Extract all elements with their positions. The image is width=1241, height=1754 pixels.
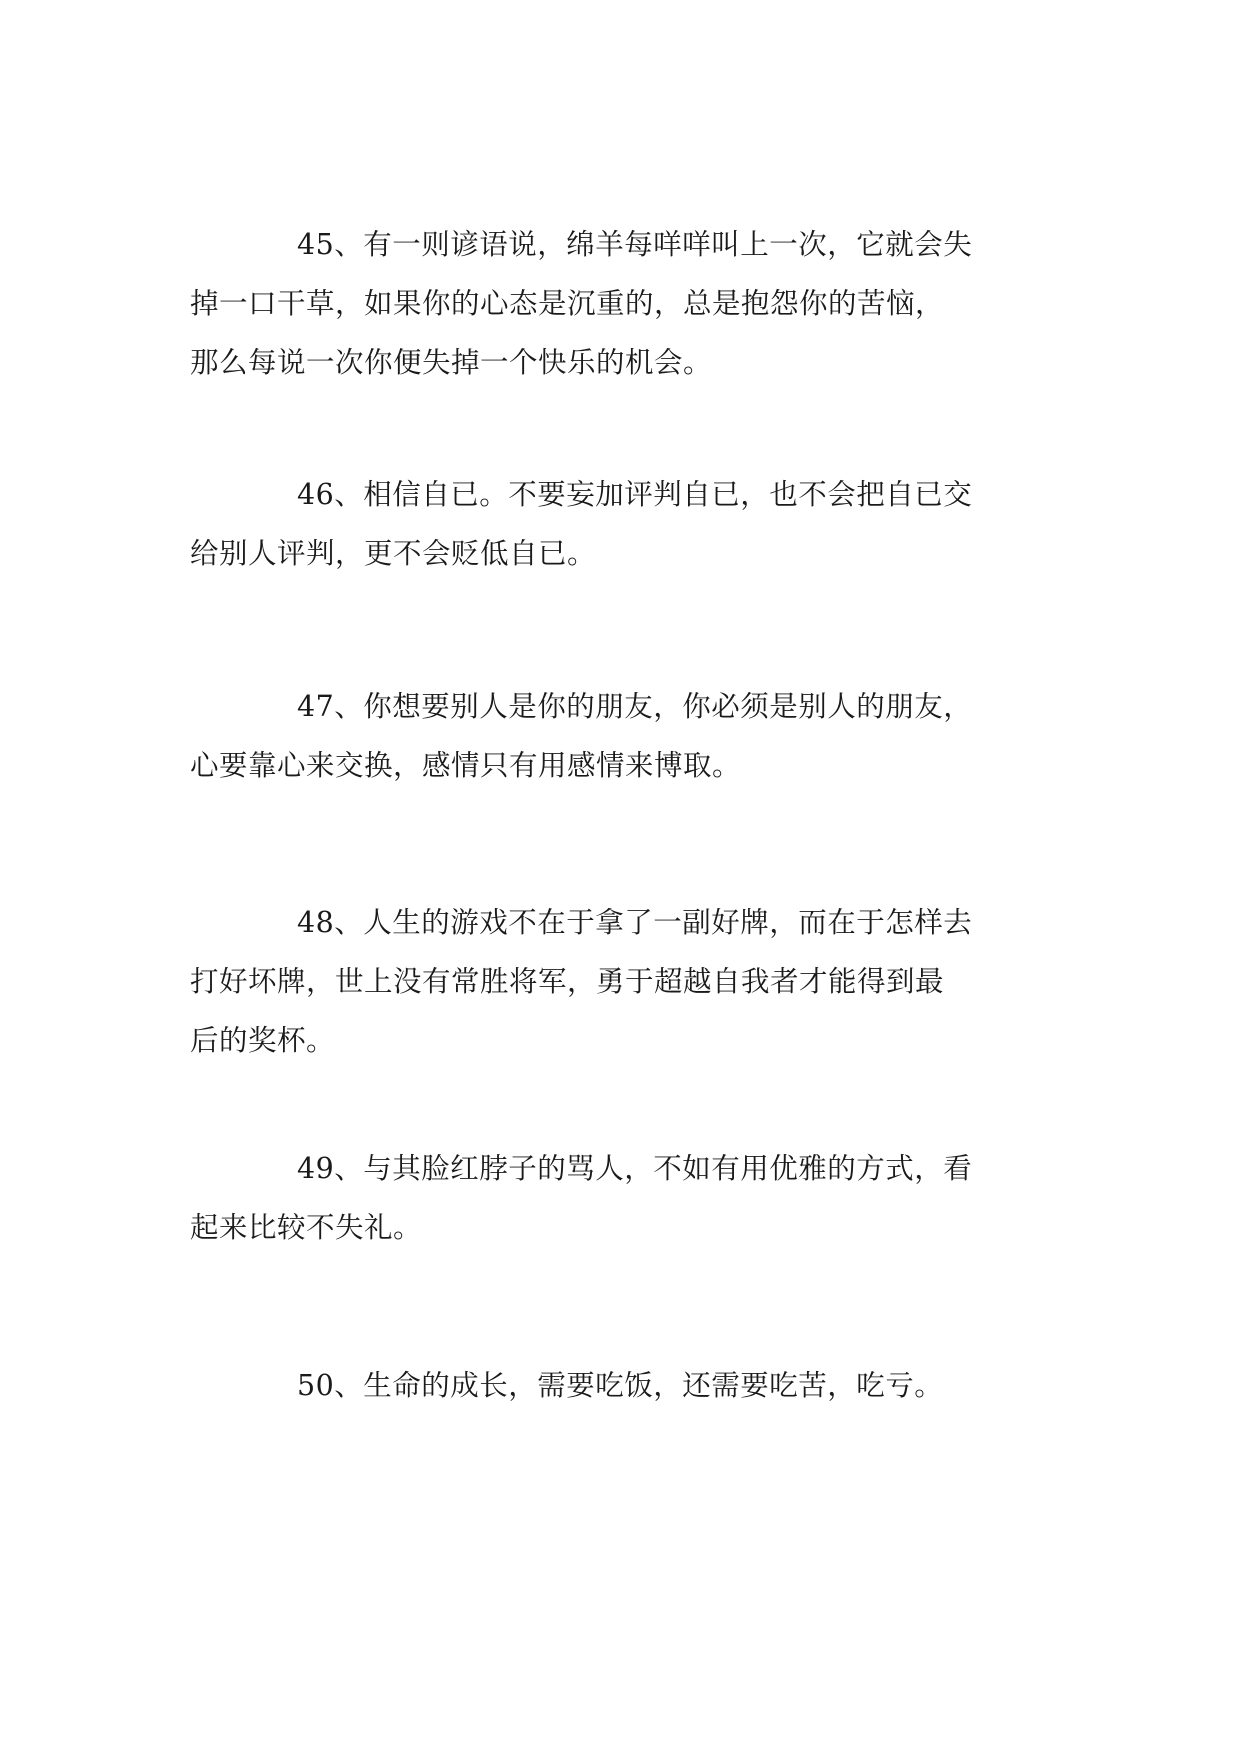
paragraph-line: 起来比较不失礼。	[190, 1211, 423, 1244]
paragraph-line: 47、你想要别人是你的朋友，你必须是别人的朋友，	[297, 690, 973, 723]
paragraph-46	[190, 465, 1070, 583]
paragraph-50	[190, 1356, 1070, 1415]
paragraph-49	[190, 1139, 1070, 1257]
paragraph-48	[190, 893, 1070, 1070]
paragraph-line: 心要靠心来交换，感情只有用感情来博取。	[190, 749, 742, 782]
paragraph-line: 46、相信自已。不要妄加评判自已，也不会把自已交	[297, 478, 973, 511]
paragraph-line: 给别人评判，更不会贬低自已。	[190, 537, 597, 570]
paragraph-line: 48、人生的游戏不在于拿了一副好牌，而在于怎样去	[297, 906, 973, 939]
paragraph-line: 后的奖杯。	[190, 1024, 336, 1057]
paragraph-line: 50、生命的成长，需要吃饭，还需要吃苦，吃亏。	[297, 1369, 944, 1402]
paragraph-line: 掉一口干草，如果你的心态是沉重的，总是抱怨你的苦恼，	[190, 287, 945, 320]
paragraph-line: 打好坏牌，世上没有常胜将军，勇于超越自我者才能得到最	[190, 965, 945, 998]
paragraph-47	[190, 677, 1070, 795]
paragraph-line: 49、与其脸红脖子的骂人，不如有用优雅的方式，看	[297, 1152, 973, 1185]
paragraph-line: 45、有一则谚语说，绵羊每咩咩叫上一次，它就会失	[297, 228, 973, 261]
paragraph-line: 那么每说一次你便失掉一个快乐的机会。	[190, 346, 713, 379]
paragraph-45	[190, 215, 1070, 392]
